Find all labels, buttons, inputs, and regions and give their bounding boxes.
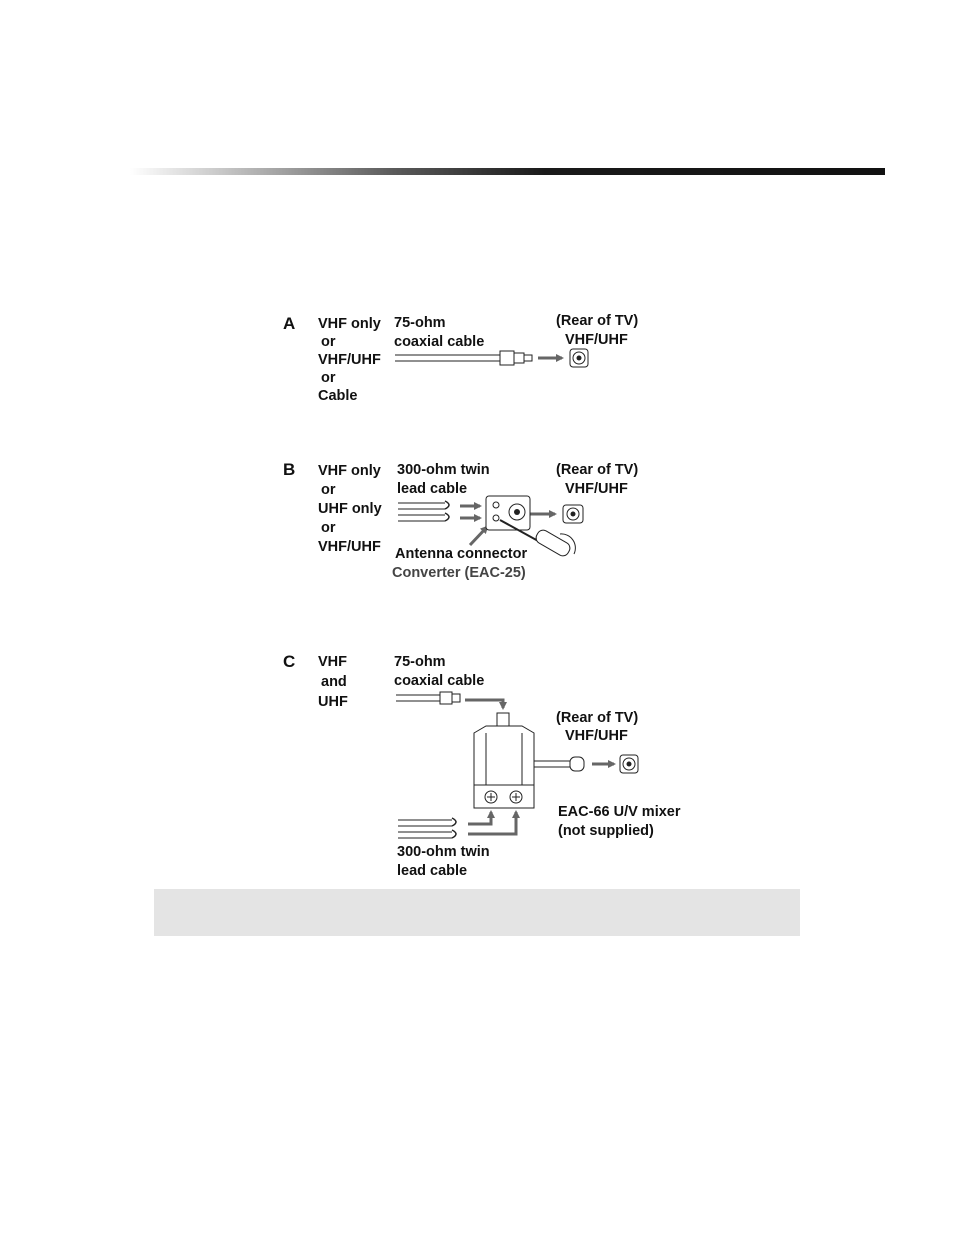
section-a-source-4: or: [321, 370, 336, 386]
section-a-source-1: VHF only: [318, 316, 381, 332]
section-a-source-5: Cable: [318, 388, 358, 404]
section-a-letter: A: [283, 314, 296, 333]
section-c-coax-label-2: coaxial cable: [394, 673, 485, 689]
section-a-source-3: VHF/UHF: [318, 352, 381, 368]
converter-label: Converter (EAC-25): [392, 565, 526, 581]
section-b-source-5: VHF/UHF: [318, 539, 381, 555]
section-c-twin-label-1: 300-ohm twin: [397, 844, 490, 860]
section-b-source-3: UHF only: [318, 501, 382, 517]
section-b-tv-label-1: (Rear of TV): [556, 462, 639, 478]
mixer-output-cable: [534, 757, 614, 771]
section-c-coax-cable: [396, 692, 503, 708]
mixer-label-2: (not supplied): [558, 823, 654, 839]
section-c-tv-label-2: VHF/UHF: [565, 728, 628, 744]
section-b-tv-label-2: VHF/UHF: [565, 481, 628, 497]
section-a-tv-label-1: (Rear of TV): [556, 313, 639, 329]
section-a-cable-label-2: coaxial cable: [394, 334, 485, 350]
section-c-letter: C: [283, 652, 296, 671]
section-c-tv-label-1: (Rear of TV): [556, 710, 639, 726]
section-b-twin-cable: [398, 501, 449, 521]
section-a-cable-label-1: 75-ohm: [394, 315, 446, 331]
section-b-source-2: or: [321, 482, 336, 498]
section-c-twin-cable: [398, 812, 516, 838]
section-b-tv-jack: [563, 505, 583, 523]
screwdriver: [500, 520, 575, 558]
section-c-coax-label-1: 75-ohm: [394, 654, 446, 670]
section-c-source-3: UHF: [318, 694, 348, 710]
section-a-tv-label-2: VHF/UHF: [565, 332, 628, 348]
mixer-box: [474, 713, 534, 808]
mixer-label-1: EAC-66 U/V mixer: [558, 804, 681, 820]
section-b-cable-label-2: lead cable: [397, 481, 468, 497]
section-a-tv-jack: [570, 349, 588, 367]
note-box: [154, 889, 800, 936]
section-c-source-2: and: [321, 674, 347, 690]
section-b-source-1: VHF only: [318, 463, 381, 479]
section-b-cable-label-1: 300-ohm twin: [397, 462, 490, 478]
section-c-twin-label-2: lead cable: [397, 863, 468, 879]
section-a-coax-cable: [395, 351, 532, 365]
section-b-source-4: or: [321, 520, 336, 536]
section-b-letter: B: [283, 460, 296, 479]
section-a-source-2: or: [321, 334, 336, 350]
section-c-source-1: VHF: [318, 654, 347, 670]
section-c-tv-jack: [620, 755, 638, 773]
antenna-connector-label: Antenna connector: [395, 546, 528, 562]
